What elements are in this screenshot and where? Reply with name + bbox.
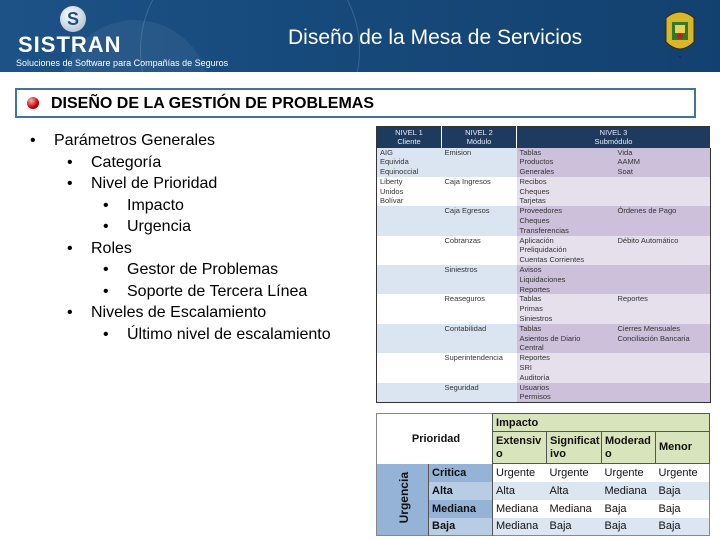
- table-row: [377, 383, 711, 393]
- table-cell: Cierres Mensuales: [615, 324, 711, 334]
- table-cell: [377, 294, 442, 304]
- bullet-icon: •: [103, 196, 109, 214]
- table-cell: Tablas: [517, 294, 615, 304]
- table-row: [377, 255, 711, 265]
- bullet-icon: •: [30, 132, 36, 149]
- table-cell: [442, 343, 517, 353]
- table-cell: [377, 383, 442, 393]
- sistran-logo-icon: S: [60, 6, 86, 32]
- table-cell: [615, 265, 711, 275]
- table-cell: Productos: [517, 157, 615, 167]
- table-cell: [377, 206, 442, 216]
- table-cell: [615, 177, 711, 187]
- outline-item: [30, 302, 331, 324]
- table-cell: AAMM: [615, 157, 711, 167]
- table-cell: Generales: [517, 167, 615, 177]
- table-cell: Aplicación: [517, 236, 615, 246]
- section-title-box: [15, 88, 696, 118]
- coat-of-arms-icon: [660, 6, 700, 62]
- outline-list: [30, 130, 331, 345]
- table-cell: Primas: [517, 304, 615, 314]
- matrix-cell: Mediana: [496, 502, 539, 515]
- table-cell: [377, 265, 442, 275]
- table-cell: Central: [517, 343, 615, 353]
- table-cell: SRI: [517, 363, 615, 373]
- impact-level-header: Extensivo: [493, 432, 547, 464]
- urgency-level: Alta: [429, 482, 493, 500]
- table-cell: Usuarios: [517, 383, 615, 393]
- table-cell: [442, 196, 517, 206]
- outline-item: [30, 324, 331, 346]
- matrix-cell: Mediana: [602, 482, 656, 500]
- table-cell: Tablas: [517, 324, 615, 334]
- outline-item-text: Último nivel de escalamiento: [127, 325, 331, 343]
- table-cell: Reaseguros: [442, 294, 517, 304]
- table-cell: Cheques: [517, 216, 615, 226]
- outline-item-text: Gestor de Problemas: [127, 261, 279, 278]
- svg-text:~: ~: [678, 55, 682, 61]
- table-cell: Bolívar: [377, 196, 442, 206]
- bullet-icon: •: [103, 282, 109, 300]
- table-cell: Liquidaciones: [517, 275, 615, 285]
- table-cell: [615, 275, 711, 285]
- table-cell: Cheques: [517, 187, 615, 197]
- table-cell: Reportes: [615, 294, 711, 304]
- outline-item: [30, 173, 331, 195]
- table-row: [377, 167, 711, 177]
- outline-item: [30, 238, 331, 260]
- table-row: [377, 392, 711, 402]
- table-cell: AIG: [377, 148, 442, 158]
- table-cell: [377, 245, 442, 255]
- table-cell: Conciliación Bancaria: [615, 334, 711, 344]
- table-cell: [377, 236, 442, 246]
- page-title: Diseño de la Mesa de Servicios: [288, 26, 583, 49]
- table-cell: [377, 285, 442, 295]
- table-cell: [377, 216, 442, 226]
- table-cell: [377, 334, 442, 344]
- table-cell: Equivida: [377, 157, 442, 167]
- table-cell: [442, 363, 517, 373]
- table-cell: Transferencias: [517, 226, 615, 236]
- table-cell: Preliquidación: [517, 245, 615, 255]
- bullet-icon: •: [103, 261, 109, 278]
- table-row: [377, 275, 711, 285]
- table-cell: [377, 226, 442, 236]
- table-cell: Seguridad: [442, 383, 517, 393]
- table-cell: Cobranzas: [442, 236, 517, 246]
- table-cell: [377, 392, 442, 402]
- outline-item: [30, 130, 331, 152]
- bullet-icon: •: [67, 153, 73, 171]
- table-row: [377, 294, 711, 304]
- table-row: [377, 177, 711, 187]
- table-cell: Proveedores: [517, 206, 615, 216]
- matrix-cell: Mediana: [493, 518, 547, 536]
- table-row: [377, 236, 711, 246]
- table-cell: Recibos: [517, 177, 615, 187]
- impact-label: Impacto: [493, 414, 710, 432]
- table-row: [377, 334, 711, 344]
- outline-item-text: Impacto: [127, 196, 184, 214]
- table-cell: Órdenes de Pago: [615, 206, 711, 216]
- table-cell: Emision: [442, 148, 517, 158]
- table-cell: [442, 167, 517, 177]
- matrix-cell: Alta: [493, 482, 547, 500]
- table-cell: [442, 275, 517, 285]
- outline-item: [30, 216, 331, 238]
- matrix-cell: Urgente: [549, 466, 589, 479]
- table-cell: Caja Egresos: [442, 206, 517, 216]
- outline-item: [30, 281, 331, 303]
- matrix-cell: Urgente: [604, 466, 644, 479]
- table-cell: Contabilidad: [442, 324, 517, 334]
- table-cell: [377, 314, 442, 324]
- outline-item-text: Urgencia: [127, 218, 192, 235]
- table-row: [377, 363, 711, 373]
- table-cell: [442, 187, 517, 197]
- table-cell: [377, 373, 442, 383]
- header-nivel-3: NIVEL 3 Submódulo: [517, 127, 711, 148]
- levels-table: [376, 126, 711, 403]
- table-row: [377, 187, 711, 197]
- outline-item-text: Soporte de Tercera Línea: [127, 282, 308, 300]
- table-cell: Equinoccial: [377, 167, 442, 177]
- table-row: [377, 373, 711, 383]
- table-cell: [615, 383, 711, 393]
- table-row: [377, 285, 711, 295]
- impact-level-header: Significativo: [547, 432, 602, 464]
- table-cell: [615, 353, 711, 363]
- bullet-icon: •: [67, 304, 73, 321]
- matrix-cell: Baja: [602, 518, 656, 536]
- table-cell: [615, 226, 711, 236]
- table-cell: [615, 343, 711, 353]
- bullet-icon: •: [103, 325, 109, 343]
- table-cell: [377, 275, 442, 285]
- table-row: [377, 324, 711, 334]
- urgency-level: Critica: [429, 464, 493, 482]
- matrix-cell: Baja: [604, 502, 627, 515]
- table-cell: Débito Automático: [615, 236, 711, 246]
- table-cell: Siniestros: [517, 314, 615, 324]
- table-cell: [615, 216, 711, 226]
- priority-corner-label: Prioridad: [377, 414, 493, 464]
- matrix-cell: Baja: [658, 502, 681, 515]
- table-cell: [377, 304, 442, 314]
- table-cell: [615, 373, 711, 383]
- table-cell: [442, 245, 517, 255]
- table-cell: [615, 196, 711, 206]
- header-nivel-2: NIVEL 2 Módulo: [442, 127, 517, 148]
- table-cell: [442, 157, 517, 167]
- header-banner: [0, 0, 720, 72]
- table-cell: [615, 245, 711, 255]
- table-cell: [442, 285, 517, 295]
- table-row: [377, 157, 711, 167]
- table-cell: Reportes: [517, 285, 615, 295]
- table-row: [377, 245, 711, 255]
- matrix-cell: Baja: [547, 518, 602, 536]
- table-cell: Asientos de Diario: [517, 334, 615, 344]
- table-cell: [442, 334, 517, 344]
- table-cell: Liberty: [377, 177, 442, 187]
- matrix-cell: Urgente: [658, 466, 698, 479]
- impact-level-header: Moderado: [602, 432, 656, 464]
- outline-item-text: Nivel de Prioridad: [91, 175, 218, 192]
- table-row: [377, 216, 711, 226]
- table-row: [377, 343, 711, 353]
- table-cell: [377, 353, 442, 363]
- table-row: [377, 148, 711, 158]
- outline-item: [30, 259, 331, 281]
- table-cell: [442, 314, 517, 324]
- table-cell: [442, 226, 517, 236]
- impact-level-header: Menor: [656, 432, 710, 464]
- matrix-cell: Baja: [656, 518, 710, 536]
- table-cell: [615, 392, 711, 402]
- table-cell: [377, 343, 442, 353]
- table-cell: [377, 363, 442, 373]
- table-cell: [442, 255, 517, 265]
- table-cell: [377, 255, 442, 265]
- table-row: [377, 265, 711, 275]
- table-cell: Permisos: [517, 392, 615, 402]
- outline-item: [30, 152, 331, 174]
- table-cell: Unidos: [377, 187, 442, 197]
- table-row: [377, 206, 711, 216]
- table-row: [377, 226, 711, 236]
- table-cell: [615, 363, 711, 373]
- table-cell: Soat: [615, 167, 711, 177]
- table-cell: Siniestros: [442, 265, 517, 275]
- matrix-cell: Alta: [547, 482, 602, 500]
- matrix-cell: Urgente: [496, 466, 536, 479]
- outline-item-text: Roles: [91, 239, 132, 257]
- table-row: [377, 314, 711, 324]
- urgency-label: Urgencia: [377, 464, 429, 536]
- table-cell: Tarjetas: [517, 196, 615, 206]
- matrix-cell: Baja: [656, 482, 710, 500]
- table-cell: Caja Ingresos: [442, 177, 517, 187]
- outline-item-text: Niveles de Escalamiento: [91, 304, 267, 321]
- bullet-sphere-icon: [27, 97, 39, 109]
- table-row: [377, 353, 711, 363]
- table-cell: [442, 304, 517, 314]
- table-cell: [615, 304, 711, 314]
- brand-tagline: Soluciones de Software para Compañías de Seguros: [16, 58, 229, 68]
- table-cell: [615, 255, 711, 265]
- table-cell: [442, 373, 517, 383]
- brand-name: SISTRAN: [18, 32, 122, 57]
- table-cell: [442, 392, 517, 402]
- table-cell: [615, 285, 711, 295]
- table-cell: Avisos: [517, 265, 615, 275]
- outline-item-text: Categoría: [91, 153, 162, 171]
- table-row: [377, 304, 711, 314]
- table-cell: [377, 324, 442, 334]
- section-title: DISEÑO DE LA GESTIÓN DE PROBLEMAS: [51, 95, 374, 112]
- table-cell: [442, 216, 517, 226]
- table-cell: Auditoría: [517, 373, 615, 383]
- matrix-row: [377, 464, 710, 482]
- urgency-level: Baja: [429, 518, 493, 536]
- table-cell: Tablas: [517, 148, 615, 158]
- table-cell: [615, 314, 711, 324]
- priority-matrix: [376, 413, 710, 536]
- table-cell: Vida: [615, 148, 711, 158]
- matrix-cell: Mediana: [549, 502, 592, 515]
- table-cell: Cuentas Corrientes: [517, 255, 615, 265]
- bullet-icon: •: [67, 239, 73, 257]
- table-cell: Reportes: [517, 353, 615, 363]
- table-cell: [615, 187, 711, 197]
- outline-item: [30, 195, 331, 217]
- table-row: [377, 196, 711, 206]
- table-cell: Superintendencia: [442, 353, 517, 363]
- bullet-icon: •: [67, 175, 73, 192]
- urgency-level: Mediana: [429, 500, 493, 518]
- outline-item-text: Parámetros Generales: [54, 132, 215, 149]
- bullet-icon: •: [103, 218, 109, 235]
- header-nivel-1: NIVEL 1 Cliente: [377, 127, 442, 148]
